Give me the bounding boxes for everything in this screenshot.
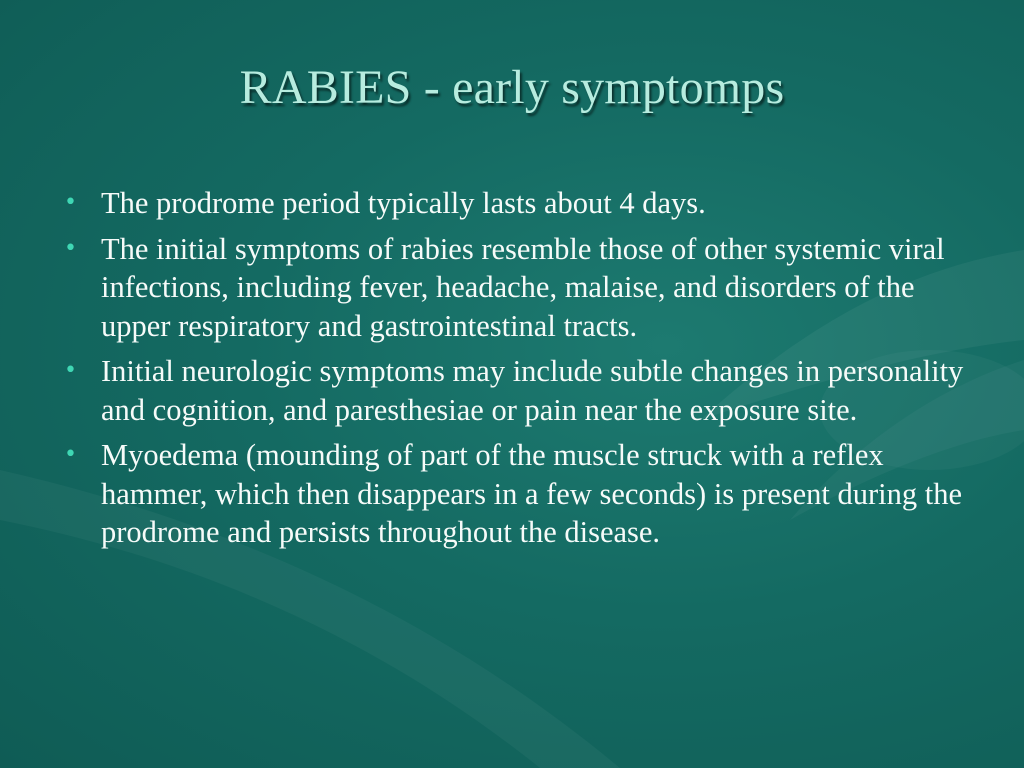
bullet-dot-icon: • — [64, 442, 77, 467]
bullet-item — [60, 436, 975, 552]
bullet-text: Myoedema (mounding of part of the muscle struck with a reflex hammer, which then disappears in a few seconds) is present during the prodrome and persists throughout the disease. — [101, 438, 962, 549]
bullet-text: The prodrome period typically lasts about 4 days. — [101, 186, 706, 220]
slide-title: RABIES - early symptomps — [239, 61, 785, 114]
bullet-text: The initial symptoms of rabies resemble those of other systemic viral infections, including fever, headache, malaise, and disorders of the upper respiratory and gastrointestinal tracts. — [101, 231, 945, 343]
bullet-item — [60, 230, 975, 346]
bullet-dot-icon: • — [64, 190, 77, 215]
bullet-item — [60, 184, 975, 223]
bullet-text: Initial neurologic symptoms may include subtle changes in personality and cognition, and paresthesiae or pain near the exposure site. — [101, 354, 964, 427]
bullet-dot-icon: • — [64, 235, 77, 261]
bullet-dot-icon: • — [64, 358, 77, 383]
bullet-item — [60, 352, 975, 429]
bullet-list — [60, 184, 975, 559]
